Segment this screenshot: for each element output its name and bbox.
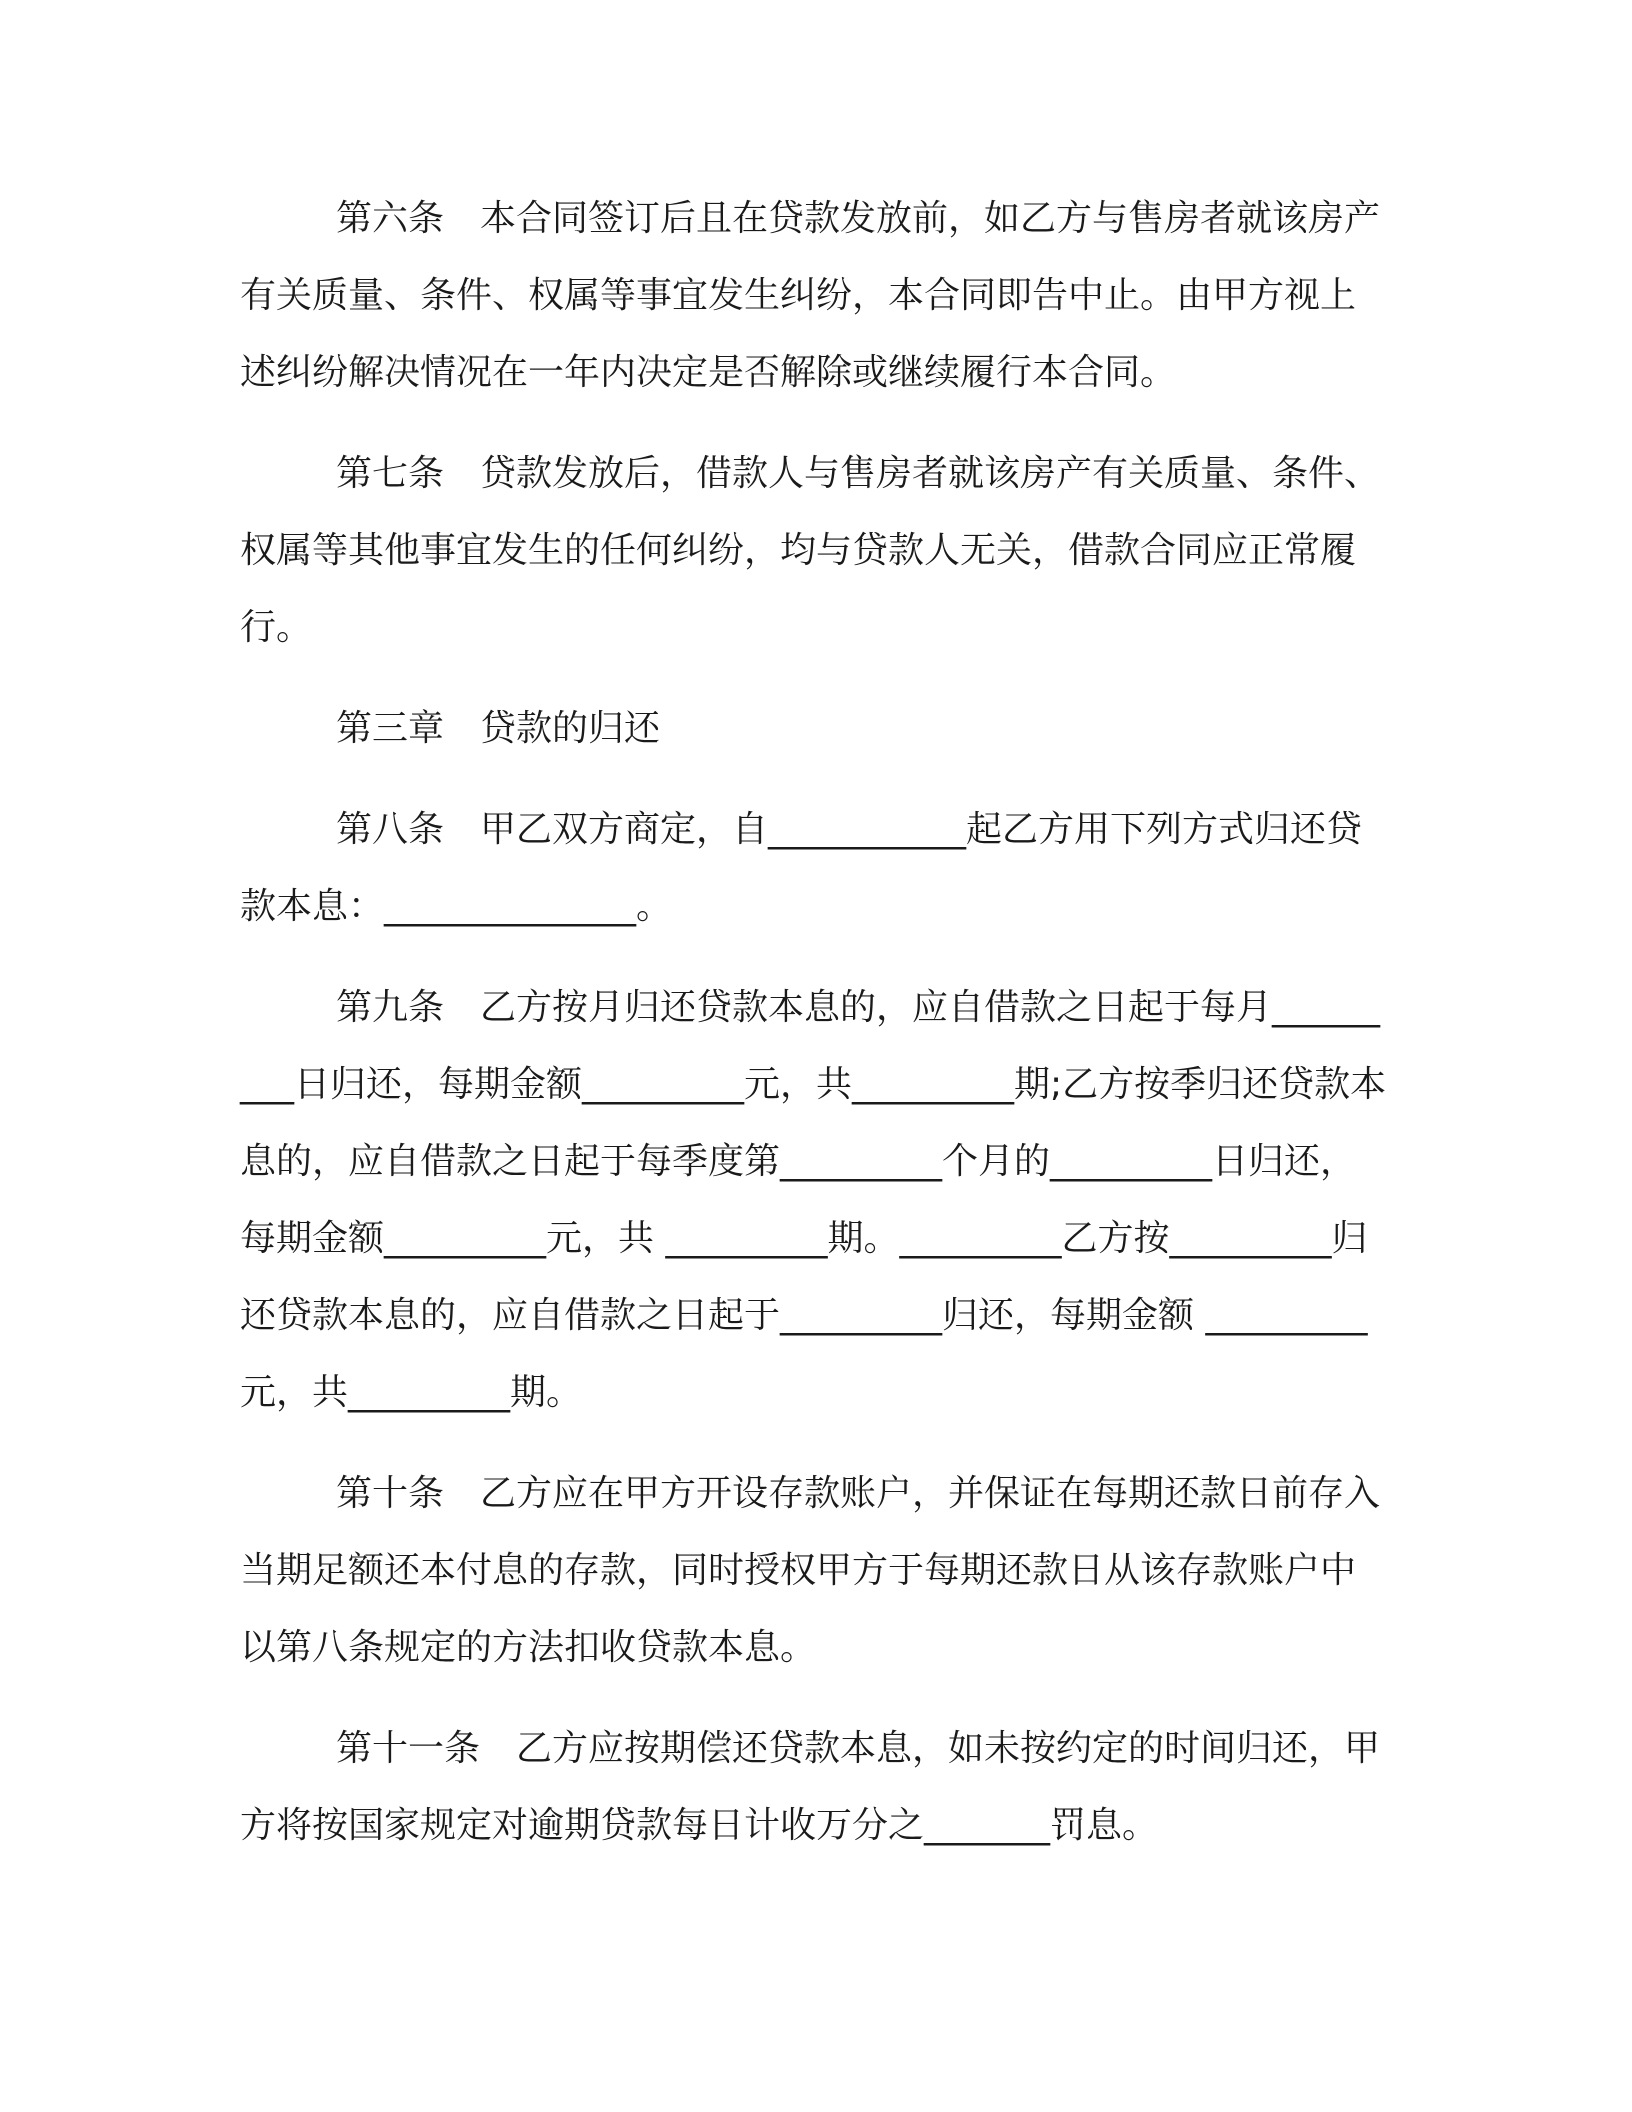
article-6: 第六条 本合同签订后且在贷款发放前，如乙方与售房者就该房产有关质量、条件、权属等事宜发生纠纷，本合同即告中止。由甲方视上述纠纷解决情况在一年内决定是否解除或继续履行本合同。 bbox=[240, 198, 1381, 393]
article-7: 第七条 贷款发放后，借款人与售房者就该房产有关质量、条件、权属等其他事宜发生的任何纠纷，均与贷款人无关，借款合同应正常履行。 bbox=[240, 453, 1381, 648]
article-9: 第九条 乙方按月归还贷款本息的，应自借款之日起于每月_________日归还，每期金额_________元，共_________期;乙方按季归还贷款本息的，应自借款之日起于每季度第_________个月的_________日归还，每期金额_________元，共 _________期。_________乙方按_________归还贷款本息的，应自借款之日起于_________归还，每期金额 _________元，共_________期。 bbox=[240, 987, 1387, 1413]
article-10: 第十条 乙方应在甲方开设存款账户，并保证在每期还款日前存入当期足额还本付息的存款，同时授权甲方于每期还款日从该存款账户中以第八条规定的方法扣收贷款本息。 bbox=[240, 1473, 1381, 1668]
chapter-3-heading: 第三章 贷款的归还 bbox=[336, 708, 661, 749]
article-11: 第十一条 乙方应按期偿还贷款本息，如未按约定的时间归还，甲方将按国家规定对逾期贷款每日计收万分之_______罚息。 bbox=[240, 1728, 1381, 1846]
document-body bbox=[240, 180, 1390, 1888]
article-8: 第八条 甲乙双方商定，自___________起乙方用下列方式归还贷款本息：______________。 bbox=[240, 809, 1363, 927]
